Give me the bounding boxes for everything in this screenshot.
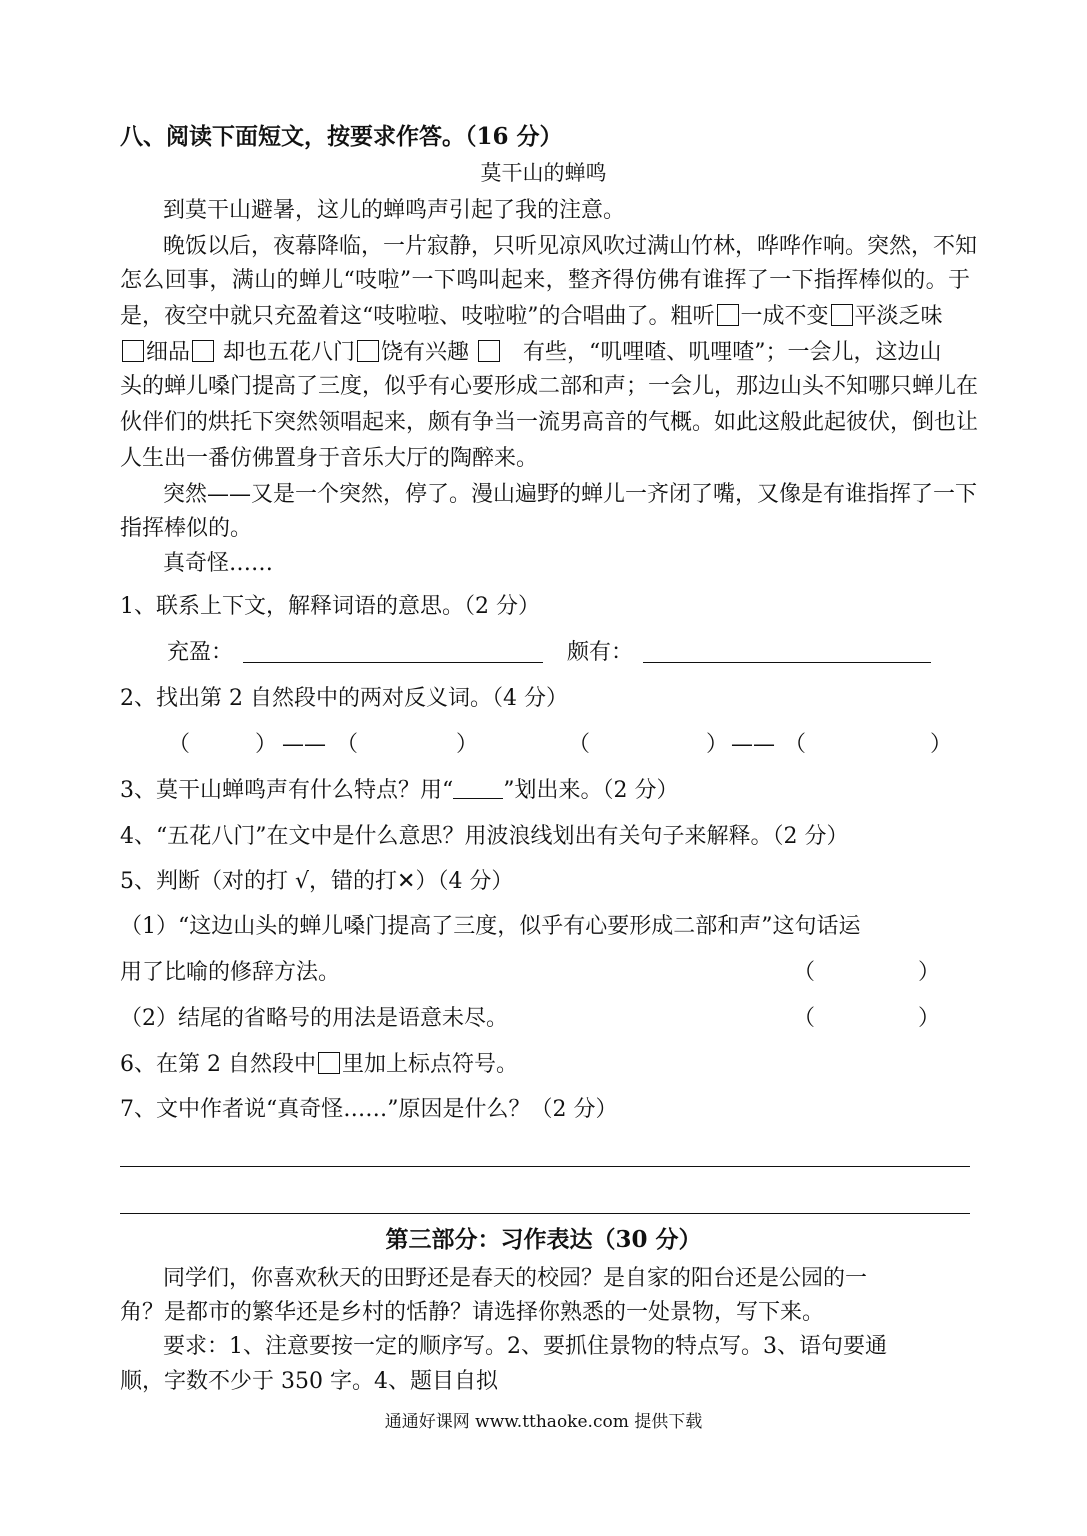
paragraph-2-line-2: 怎么回事，满山的蝉儿“吱啦”一下鸣叫起来，整齐得仿佛有谁挥了一下指挥棒似的。于: [120, 268, 970, 293]
underline-sample: [453, 780, 503, 799]
article-title: 莫干山的蝉鸣: [480, 161, 607, 185]
paren-close: ）: [930, 732, 953, 757]
footer-text: 通通好课网 www.tthaoke.com 提供下载: [384, 1412, 703, 1432]
q1-answer-line-b[interactable]: [643, 640, 931, 663]
question-7: 7、文中作者说“真奇怪……”原因是什么？（2 分）: [120, 1097, 618, 1122]
section-title: 八、阅读下面短文，按要求作答。（16 分）: [120, 123, 563, 150]
paragraph-2-line-5: 头的蝉儿嗓门提高了三度，似乎有心要形成二部和声；一会儿，那边山头不知哪只蝉儿在: [120, 374, 979, 399]
dash: ——: [731, 732, 775, 757]
paragraph-2-line-7: 人生出一番仿佛置身于音乐大厅的陶醉来。: [120, 446, 539, 471]
paren-open: （: [168, 732, 191, 757]
q1-term-a: 充盈：: [167, 640, 234, 665]
q5-item-2: （2）结尾的省略号的用法是语意未尽。: [120, 1006, 508, 1031]
paren-open: （: [784, 732, 807, 757]
question-1: 1、联系上下文，解释词语的意思。（2 分）: [120, 594, 540, 619]
question-3: [120, 776, 679, 806]
question-2: 2、找出第 2 自然段中的两对反义词。（4 分）: [120, 686, 568, 711]
q1-term-b: 颇有：: [567, 640, 634, 665]
text-segment: 细品: [146, 340, 191, 365]
text-segment: 3、莫干山蝉鸣声有什么特点？用“: [120, 778, 454, 803]
paren-close: ）: [706, 732, 729, 757]
paragraph-3-line-1: 突然——又是一个突然，停了。漫山遍野的蝉儿一齐闭了嘴，又像是有谁指挥了一下: [163, 482, 978, 507]
paren-open: （: [793, 960, 816, 985]
punctuation-box[interactable]: [831, 304, 853, 326]
part3-line-1: 同学们，你喜欢秋天的田野还是春天的校园？是自家的阳台还是公园的一: [163, 1266, 868, 1291]
text-segment: 6、在第 2 自然段中: [120, 1052, 316, 1077]
paragraph-2-line-4: [120, 338, 942, 368]
paren-open: （: [568, 732, 591, 757]
punctuation-box[interactable]: [717, 304, 739, 326]
paren-open: （: [336, 732, 359, 757]
dash: ——: [282, 732, 326, 757]
punctuation-box[interactable]: [122, 340, 144, 362]
paragraph-3-line-2: 指挥棒似的。: [120, 516, 253, 541]
q1-answer-line-a[interactable]: [243, 640, 543, 663]
paren-close: ）: [255, 732, 278, 757]
paragraph-2-line-1: 晚饭以后，夜幕降临，一片寂静，只听见凉风吹过满山竹林，哗哗作响。突然，不知: [163, 234, 978, 259]
punctuation-box[interactable]: [192, 340, 214, 362]
paren-close: ）: [456, 732, 479, 757]
q5-item-1-line-1: （1）“这边山头的蝉儿嗓门提高了三度，似乎有心要形成二部和声”这句话运: [120, 914, 861, 939]
paren-open: （: [793, 1006, 816, 1031]
part3-line-2: 角？是都市的繁华还是乡村的恬静？请选择你熟悉的一处景物，写下来。: [120, 1300, 825, 1325]
punctuation-box[interactable]: [478, 340, 500, 362]
text-segment: 却也五花八门: [223, 340, 356, 365]
text-segment: 饶有兴趣: [381, 340, 470, 365]
text-segment: 有些，“叽哩喳、叽哩喳”；一会儿，这边山: [523, 340, 942, 365]
part3-line-3: 要求：1、注意要按一定的顺序写。2、要抓住景物的特点写。3、语句要通: [163, 1334, 887, 1359]
paragraph-2-line-3: [120, 302, 943, 332]
paragraph-1: 到莫干山避暑，这儿的蝉鸣声引起了我的注意。: [163, 198, 626, 223]
answer-line[interactable]: [120, 1213, 970, 1214]
question-6: [120, 1050, 518, 1080]
text-segment: 一成不变: [740, 304, 829, 329]
text-segment: ”划出来。（2 分）: [503, 778, 679, 803]
paragraph-4: 真奇怪……: [163, 551, 274, 576]
question-4: 4、“五花八门”在文中是什么意思？用波浪线划出有关句子来解释。（2 分）: [120, 824, 849, 849]
text-segment: 平淡乏味: [854, 304, 943, 329]
part3-line-4: 顺，字数不少于 350 字。4、题目自拟: [120, 1369, 498, 1394]
part3-title: 第三部分：习作表达（30 分）: [385, 1226, 702, 1253]
question-5: 5、判断（对的打 √，错的打✕）（4 分）: [120, 869, 514, 894]
box-symbol: [318, 1052, 340, 1074]
q5-item-1-line-2: 用了比喻的修辞方法。: [120, 960, 341, 985]
text-segment: 里加上标点符号。: [341, 1052, 518, 1077]
answer-line[interactable]: [120, 1166, 970, 1167]
paren-close: ）: [918, 1006, 941, 1031]
text-segment: 是，夜空中就只充盈着这“吱啦啦、吱啦啦”的合唱曲了。粗听: [120, 304, 715, 329]
punctuation-box[interactable]: [357, 340, 379, 362]
paren-close: ）: [918, 960, 941, 985]
paragraph-2-line-6: 伙伴们的烘托下突然领唱起来，颇有争当一流男高音的气概。如此这般此起彼伏，倒也让: [120, 410, 979, 435]
